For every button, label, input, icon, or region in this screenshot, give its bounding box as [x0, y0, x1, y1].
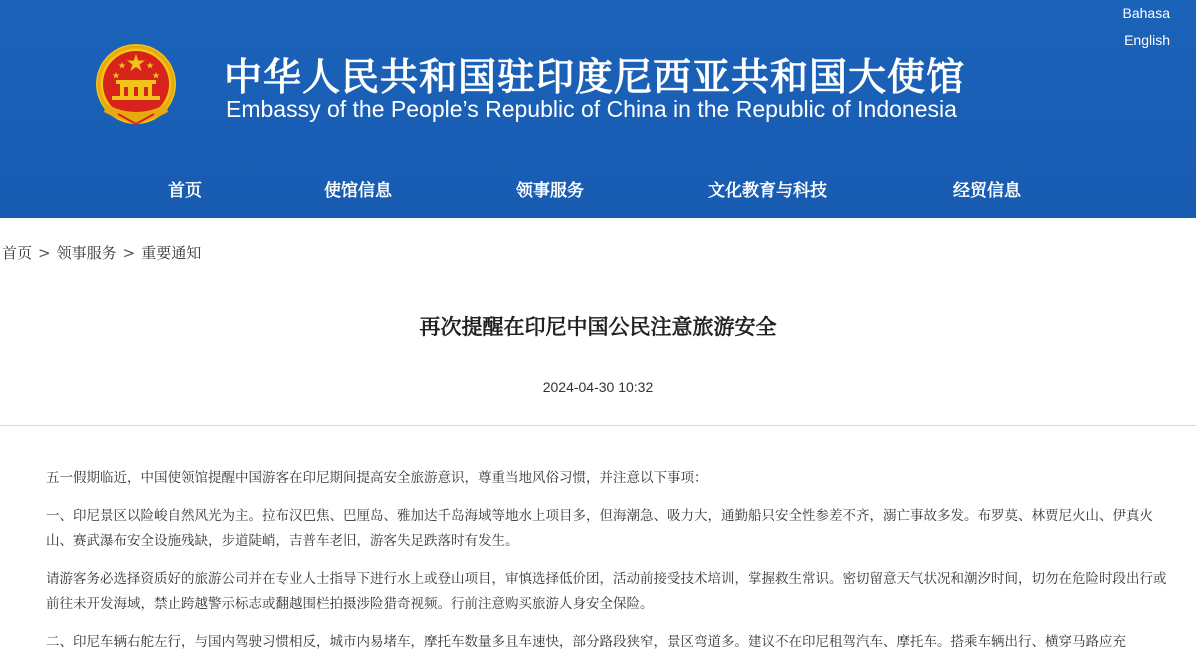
nav-item-culture-education-science[interactable]: 文化教育与科技: [708, 181, 827, 201]
site-title-en: Embassy of the People’s Republic of China in the Republic of Indonesia: [226, 96, 957, 122]
breadcrumb-separator: >: [38, 244, 51, 262]
nav-item-home[interactable]: 首页: [168, 181, 202, 201]
language-link-english[interactable]: English: [1124, 32, 1170, 48]
national-emblem-icon: [92, 40, 180, 130]
article-paragraph: 一、印尼景区以险峻自然风光为主。拉布汉巴焦、巴厘岛、雅加达千岛海域等地水上项目多，但海潮急、吸力大，通勤船只安全性参差不齐，溺亡事故多发。布罗莫、林贾尼火山、伊真火山、赛武瀑布安全设施残缺，步道陡峭，吉普车老旧，游客失足跌落时有发生。: [46, 508, 1153, 549]
article-paragraph: 请游客务必选择资质好的旅游公司并在专业人士指导下进行水上或登山项目，审慎选择低价团，活动前接受技术培训，掌握救生常识。密切留意天气状况和潮汐时间，切勿在危险时段出行或前往未开发海域，禁止跨越警示标志或翻越围栏拍摄涉险猎奇视频。行前注意购买旅游人身安全保险。: [46, 571, 1167, 612]
breadcrumb-consular-services[interactable]: 领事服务: [56, 244, 117, 262]
breadcrumb-important-notice[interactable]: 重要通知: [141, 244, 202, 262]
nav-item-economy-trade[interactable]: 经贸信息: [953, 181, 1021, 201]
main-nav: [0, 168, 1196, 208]
breadcrumb-home[interactable]: 首页: [2, 244, 33, 262]
site-title-cn: 中华人民共和国驻印度尼西亚共和国大使馆: [224, 55, 966, 99]
nav-item-embassy-info[interactable]: 使馆信息: [324, 181, 392, 201]
nav-item-consular-services[interactable]: 领事服务: [516, 181, 584, 201]
article-body: [46, 466, 1176, 668]
article-paragraph: 二、印尼车辆右舵左行，与国内驾驶习惯相反，城市内易堵车，摩托车数量多且车速快，部分路段狭窄，景区弯道多。建议不在印尼租驾汽车、摩托车。搭乘车辆出行、横穿马路应充: [46, 634, 1126, 650]
breadcrumb-separator: >: [122, 244, 136, 262]
article-title: 再次提醒在印尼中国公民注意旅游安全: [419, 315, 777, 339]
language-link-bahasa[interactable]: Bahasa: [1122, 5, 1170, 21]
breadcrumb: [2, 242, 201, 263]
divider: [0, 425, 1196, 426]
site-header: [0, 0, 1196, 218]
article-date: 2024-04-30 10:32: [542, 379, 654, 395]
article-paragraph: 五一假期临近，中国使领馆提醒中国游客在印尼期间提高安全旅游意识，尊重当地风俗习惯，并注意以下事项：: [46, 470, 708, 486]
